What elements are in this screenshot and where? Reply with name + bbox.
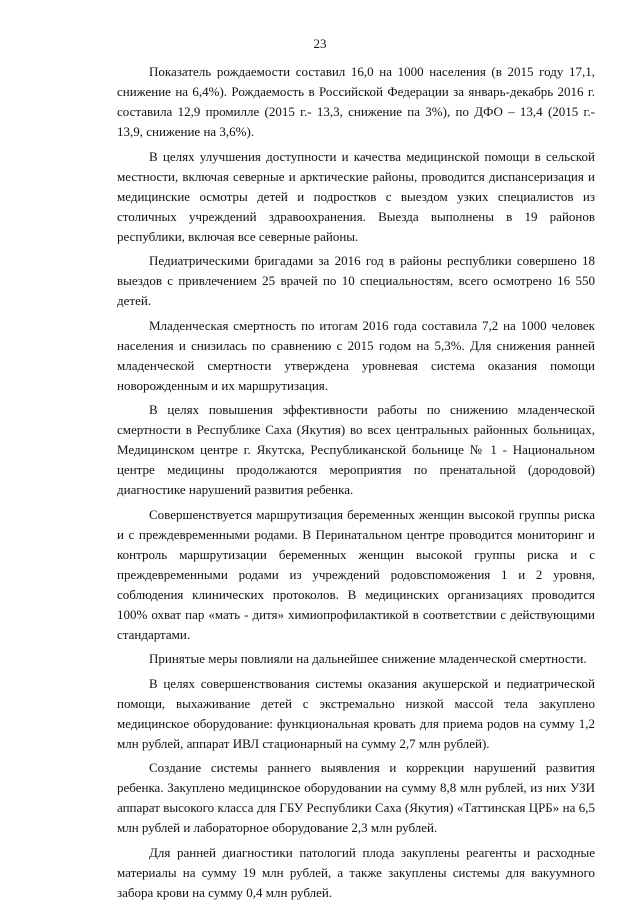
paragraph-prenatal-diagnostics: В целях повышения эффективности работы по снижению младенческой смертности в Республике Саха (Якутия) во всех центральных районных больницах, Медицинском центре г. Якутска, Республиканской больнице № 1 - Национальном центре медицины продолжаются мероприятия по пренатальной (дородовой) диагностике нарушений развития ребенка. <box>117 402 595 497</box>
paragraph-routing-pregnant-women: Совершенствуется маршрутизация беременных женщин высокой группы риска и с преждевременными родами. В Перинатальном центре проводится мониторинг и контроль маршрутизации беременных женщин высокой группы риска и с преждевременными родами из учреждений родовспоможения 1 и 2 уровня, соблюдения клинических протоколов. В медицинских организациях проводится 100% охват пар «мать - дитя» химиопрофилактикой в соответствии с действующими стандартами. <box>117 506 595 642</box>
page-number: 23 <box>313 36 327 51</box>
document-body <box>117 62 595 907</box>
paragraph-measures-result: Принятые меры повлияли на дальнейшее снижение младенческой смертности. <box>149 651 587 666</box>
paragraph-pediatric-teams: Педиатрическими бригадами за 2016 год в районы республики совершено 18 выездов с привлечением 25 врачей по 10 специальностям, всего осмотрено 16 550 детей. <box>117 253 595 308</box>
paragraph-birth-rate: Показатель рождаемости составил 16,0 на 1000 населения (в 2015 году 17,1, снижение на 6,4%). Рождаемость в Российской Федерации за январь-декабрь 2016 г. составила 12,9 промилле (2015 г.- 13,3, снижение па 3%), по ДФО – 13,4 (2015 г.- 13,9, снижение на 3,6%). <box>117 64 595 139</box>
paragraph-fetal-diagnostics: Для ранней диагностики патологий плода закуплены реагенты и расходные материалы на сумму 19 млн рублей, а также закуплены системы для вакуумного забора крови на сумму 0,4 млн рублей. <box>117 844 595 900</box>
paragraph-rural-medical-access: В целях улучшения доступности и качества медицинской помощи в сельской местности, включая северные и арктические районы, проводится диспансеризация и медицинские осмотры детей и подростков с выездом узких специалистов из столичных учреждений здравоохранения. Выезда выполнены в 19 районов республики, включая все северные районы. <box>117 148 595 244</box>
paragraph-infant-mortality: Младенческая смертность по итогам 2016 года составила 7,2 на 1000 человек населения и снизилась по сравнению с 2015 годом на 5,3%. Для снижения ранней младенческой смертности утверждена уровневая система оказания помощи новорожденным и их маршрутизация. <box>117 317 595 393</box>
paragraph-equipment-obstetric: В целях совершенствования системы оказания акушерской и педиатрической помощи, выхаживание детей с экстремально низкой массой тела закуплено медицинское оборудование: функциональная кровать для приема родов на сумму 1,2 млн рублей, аппарат ИВЛ стационарный на сумму 2,7 млн рублей). <box>117 675 595 751</box>
paragraph-early-detection: Создание системы раннего выявления и коррекции нарушений развития ребенка. Закуплено медицинское оборудовании на сумму 8,8 млн рублей, из них УЗИ аппарат высокого класса для ГБУ Республики Саха (Якутия) «Таттинская ЦРБ» на 6,5 млн рублей и лабораторное оборудование 2,3 млн рублей. <box>117 760 595 835</box>
